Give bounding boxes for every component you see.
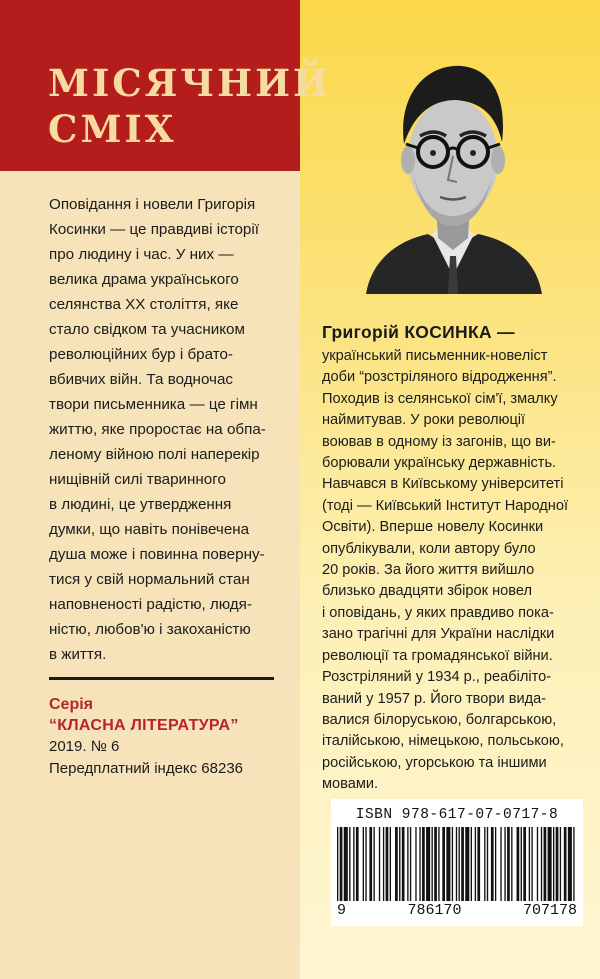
barcode-bar <box>564 827 567 901</box>
barcode-bar <box>365 827 366 901</box>
barcode-bar <box>337 827 338 901</box>
barcode-bar <box>363 827 364 901</box>
barcode-bar <box>507 827 510 901</box>
bio-line: російською, угорською та іншими <box>322 754 547 771</box>
bio-line: валися білоруською, болгарською, <box>322 711 557 728</box>
barcode <box>331 799 583 926</box>
barcode-bar <box>461 827 464 901</box>
barcode-bar <box>442 827 445 901</box>
description-line: леному війною полі наперекір <box>49 446 260 463</box>
barcode-bar <box>383 827 384 901</box>
barcode-bar <box>349 827 350 901</box>
description-line: ністю, любов'ю і закоханістю <box>49 621 251 638</box>
author-portrait <box>358 44 548 294</box>
barcode-bar <box>386 827 389 901</box>
barcode-digit-first: 9 <box>337 902 347 919</box>
barcode-bar <box>399 827 400 901</box>
description-line: життю, яке проростає на обпа- <box>49 421 266 438</box>
divider-line <box>49 677 274 680</box>
isbn-label: ISBN 978-617-07-0717-8 <box>355 807 559 823</box>
bio-line: і оповідань, у яких правдиво пока- <box>322 604 554 621</box>
description-line: в життя. <box>49 646 107 663</box>
bio-line: доби “розстріляного відродження”. <box>322 369 557 386</box>
description-line: Оповідання і новели Григорія <box>49 196 256 213</box>
barcode-bar <box>491 827 494 901</box>
barcode-bar <box>344 827 348 901</box>
description-line: душа може і повинна поверну- <box>49 546 265 563</box>
barcode-bar <box>395 827 398 901</box>
bio-line: опублікували, коли автору було <box>322 540 536 557</box>
barcode-bar <box>523 827 526 901</box>
subscription-index: Передплатний індекс 68236 <box>49 760 244 777</box>
description-line: вбивчих війн. Та водночас <box>49 371 234 388</box>
barcode-bar <box>544 827 547 901</box>
barcode-bar <box>410 827 411 901</box>
bio-line: наймитував. У роки революції <box>322 412 526 429</box>
barcode-bar <box>531 827 532 901</box>
barcode-bar <box>390 827 391 901</box>
barcode-bar <box>434 827 437 901</box>
book-title <box>48 60 331 152</box>
barcode-bar <box>529 827 530 901</box>
barcode-bar <box>407 827 408 901</box>
bio-line: український письменник-новеліст <box>322 348 548 364</box>
bio-line: італійською, німецькою, польською, <box>322 733 564 750</box>
barcode-bar <box>560 827 561 901</box>
bio-line: Навчався в Київському університеті <box>322 476 564 493</box>
description-line: Косинки — це правдиві історії <box>49 221 259 238</box>
description-line: революційних бур і брато- <box>49 346 233 363</box>
series-issue: 2019. № 6 <box>49 738 120 755</box>
barcode-digits <box>337 902 577 919</box>
barcode-digits-right: 707178 <box>522 902 577 919</box>
barcode-bar <box>521 827 522 901</box>
book-description <box>49 192 295 667</box>
author-heading: Григорій КОСИНКА — <box>322 322 515 342</box>
barcode-bar <box>465 827 469 901</box>
bio-line: (тоді — Київський Інститут Народної <box>322 497 569 514</box>
barcode-bar <box>456 827 457 901</box>
barcode-bar <box>517 827 520 901</box>
series-name: “КЛАСНА ЛІТЕРАТУРА” <box>49 717 239 734</box>
barcode-bar <box>446 827 450 901</box>
barcode-bar <box>426 827 430 901</box>
barcode-bar <box>373 827 374 901</box>
description-line: в людині, це утвердження <box>49 496 232 513</box>
barcode-bar <box>500 827 501 901</box>
description-line: тися у свій нормальний стан <box>49 571 250 588</box>
barcode-bar <box>556 827 559 901</box>
barcode-bar <box>459 827 460 901</box>
title-line-1: МІСЯЧНИЙ <box>48 61 331 105</box>
barcode-bar <box>432 827 433 901</box>
bio-line: 20 років. За його життя вийшло <box>322 562 535 579</box>
barcode-bar <box>484 827 485 901</box>
barcode-bar <box>504 827 505 901</box>
bio-line: Розстріляний у 1934 р., реабіліто- <box>322 669 552 686</box>
author-bio <box>322 346 568 796</box>
description-line: селянства XX століття, яке <box>49 296 239 313</box>
barcode-bar <box>438 827 439 901</box>
description-line: велика драма українського <box>49 271 239 288</box>
series-label: Серія <box>49 696 94 713</box>
description-line: нищівній силі тваринного <box>49 471 226 488</box>
barcode-bar <box>487 827 488 901</box>
barcode-bar <box>353 827 354 901</box>
bio-line: мовами. <box>322 776 379 793</box>
barcode-bar <box>415 827 416 901</box>
barcode-bar <box>537 827 538 901</box>
barcode-bar <box>452 827 453 901</box>
bio-line: Освіти). Вперше новелу Косинки <box>322 519 544 536</box>
bio-line: воював в одному із загонів, що ви- <box>322 433 556 450</box>
bio-line: близько двадцяти збірок новел <box>322 583 532 600</box>
barcode-bar <box>477 827 480 901</box>
barcode-bar <box>553 827 554 901</box>
barcode-bar <box>379 827 380 901</box>
barcode-bar <box>475 827 476 901</box>
barcode-bar <box>548 827 552 901</box>
description-line: твори письменника — це гімн <box>49 396 258 413</box>
bio-line: борювали українську державність. <box>322 455 557 472</box>
barcode-bar <box>402 827 405 901</box>
barcode-bar <box>495 827 496 901</box>
barcode-bar <box>568 827 572 901</box>
bio-line: революції та громадянської війни. <box>322 647 553 664</box>
description-line: думки, що навіть понівечена <box>49 521 250 538</box>
barcode-bar <box>419 827 420 901</box>
barcode-bars <box>335 827 579 907</box>
barcode-digits-left: 786170 <box>407 902 462 919</box>
barcode-bar <box>422 827 425 901</box>
barcode-bar <box>541 827 542 901</box>
bio-line: зано трагічні для України наслідки <box>322 626 555 643</box>
barcode-bar <box>340 827 343 901</box>
description-line: наповненості радістю, людя- <box>49 596 252 613</box>
title-line-2: СМІХ <box>48 107 177 151</box>
description-line: про людину і час. У них — <box>49 246 234 263</box>
barcode-bar <box>369 827 372 901</box>
bio-line: Походив із селянської сім'ї, змалку <box>322 390 558 407</box>
barcode-bar <box>573 827 574 901</box>
series-info <box>49 693 243 780</box>
bio-line: ваний у 1957 р. Його твори вида- <box>322 690 547 707</box>
barcode-bar <box>471 827 472 901</box>
barcode-bar <box>356 827 359 901</box>
barcode-bar <box>511 827 512 901</box>
description-line: стало свідком та учасником <box>49 321 245 338</box>
